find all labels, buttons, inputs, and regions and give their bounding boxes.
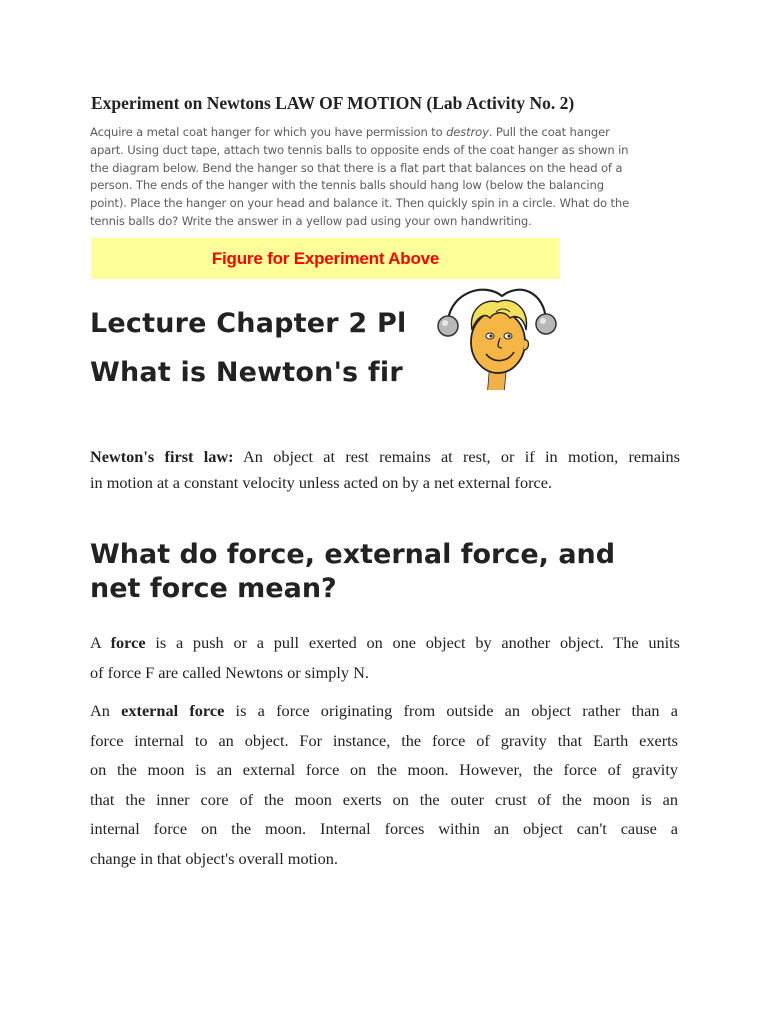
paragraph-line: of force F are called Newtons or simply N. — [90, 662, 369, 682]
instruction-line: the diagram below. Bend the hanger so that there is a flat part that balances on the head of a — [90, 160, 623, 175]
paragraph-text: An object at rest remains at rest, or if in motion, remains — [233, 447, 680, 466]
paragraph-line — [90, 628, 680, 658]
cartoon-head-with-tennis-balls-icon — [432, 284, 560, 392]
instruction-line: apart. Using duct tape, attach two tennis balls to opposite ends of the coat hanger as shown in — [90, 142, 629, 157]
figure-banner — [91, 238, 560, 279]
instruction-line: point). Place the hanger on your head and balance it. Then quickly spin in a circle. What do the — [90, 196, 630, 211]
external-force-term: external force — [121, 701, 225, 720]
force-definition-paragraph — [90, 628, 680, 687]
lecture-heading: Lecture Chapter 2 Pl — [90, 308, 407, 339]
paragraph-line — [90, 696, 678, 726]
figure-caption: Figure for Experiment Above — [211, 249, 440, 268]
lecture-question: What is Newton's fir — [90, 357, 403, 388]
first-law-paragraph — [90, 444, 680, 495]
external-force-paragraph — [90, 696, 678, 874]
paragraph-text: is a force originating from outside an object rather than a — [224, 701, 679, 720]
first-law-term: Newton's first law: — [90, 447, 234, 466]
paragraph-text: A — [90, 633, 111, 652]
lecture-heading-block — [90, 304, 410, 402]
instruction-text: . Pull the coat hanger — [488, 125, 610, 139]
force-term: force — [110, 633, 146, 652]
paragraph-line — [90, 444, 680, 470]
heading-line: What do force, external force, and — [90, 539, 616, 570]
instruction-line: tennis balls do? Write the answer in a yellow pad using your own handwriting. — [90, 213, 532, 228]
paragraph-text: is a push or a pull exerted on one object by another object. The units — [145, 633, 680, 652]
paragraph-line: change in that object's overall motion. — [90, 848, 338, 868]
paragraph-line: that the inner core of the moon exerts on the outer crust of the moon is an — [90, 789, 678, 809]
instruction-line: person. The ends of the hanger with the tennis balls should hang low (below the balancing — [90, 178, 604, 193]
paragraph-line: in motion at a constant velocity unless acted on by a net external force. — [90, 472, 553, 492]
paragraph-line: internal force on the moon. Internal forces within an object can't cause a — [90, 819, 678, 839]
lab-activity-title: Experiment on Newtons LAW OF MOTION (Lab Activity No. 2) — [91, 93, 575, 113]
instruction-text: Acquire a metal coat hanger for which you have permission to — [90, 125, 447, 139]
force-section-heading — [90, 538, 710, 606]
instruction-line — [90, 124, 665, 142]
paragraph-line: on the moon is an external force on the moon. However, the force of gravity — [90, 760, 678, 780]
heading-line: net force mean? — [90, 573, 337, 604]
instruction-emphasis: destroy — [446, 125, 489, 139]
paragraph-line: force internal to an object. For instance, the force of gravity that Earth exerts — [90, 730, 678, 750]
paragraph-text: An — [90, 701, 122, 720]
lab-instructions — [90, 124, 665, 231]
